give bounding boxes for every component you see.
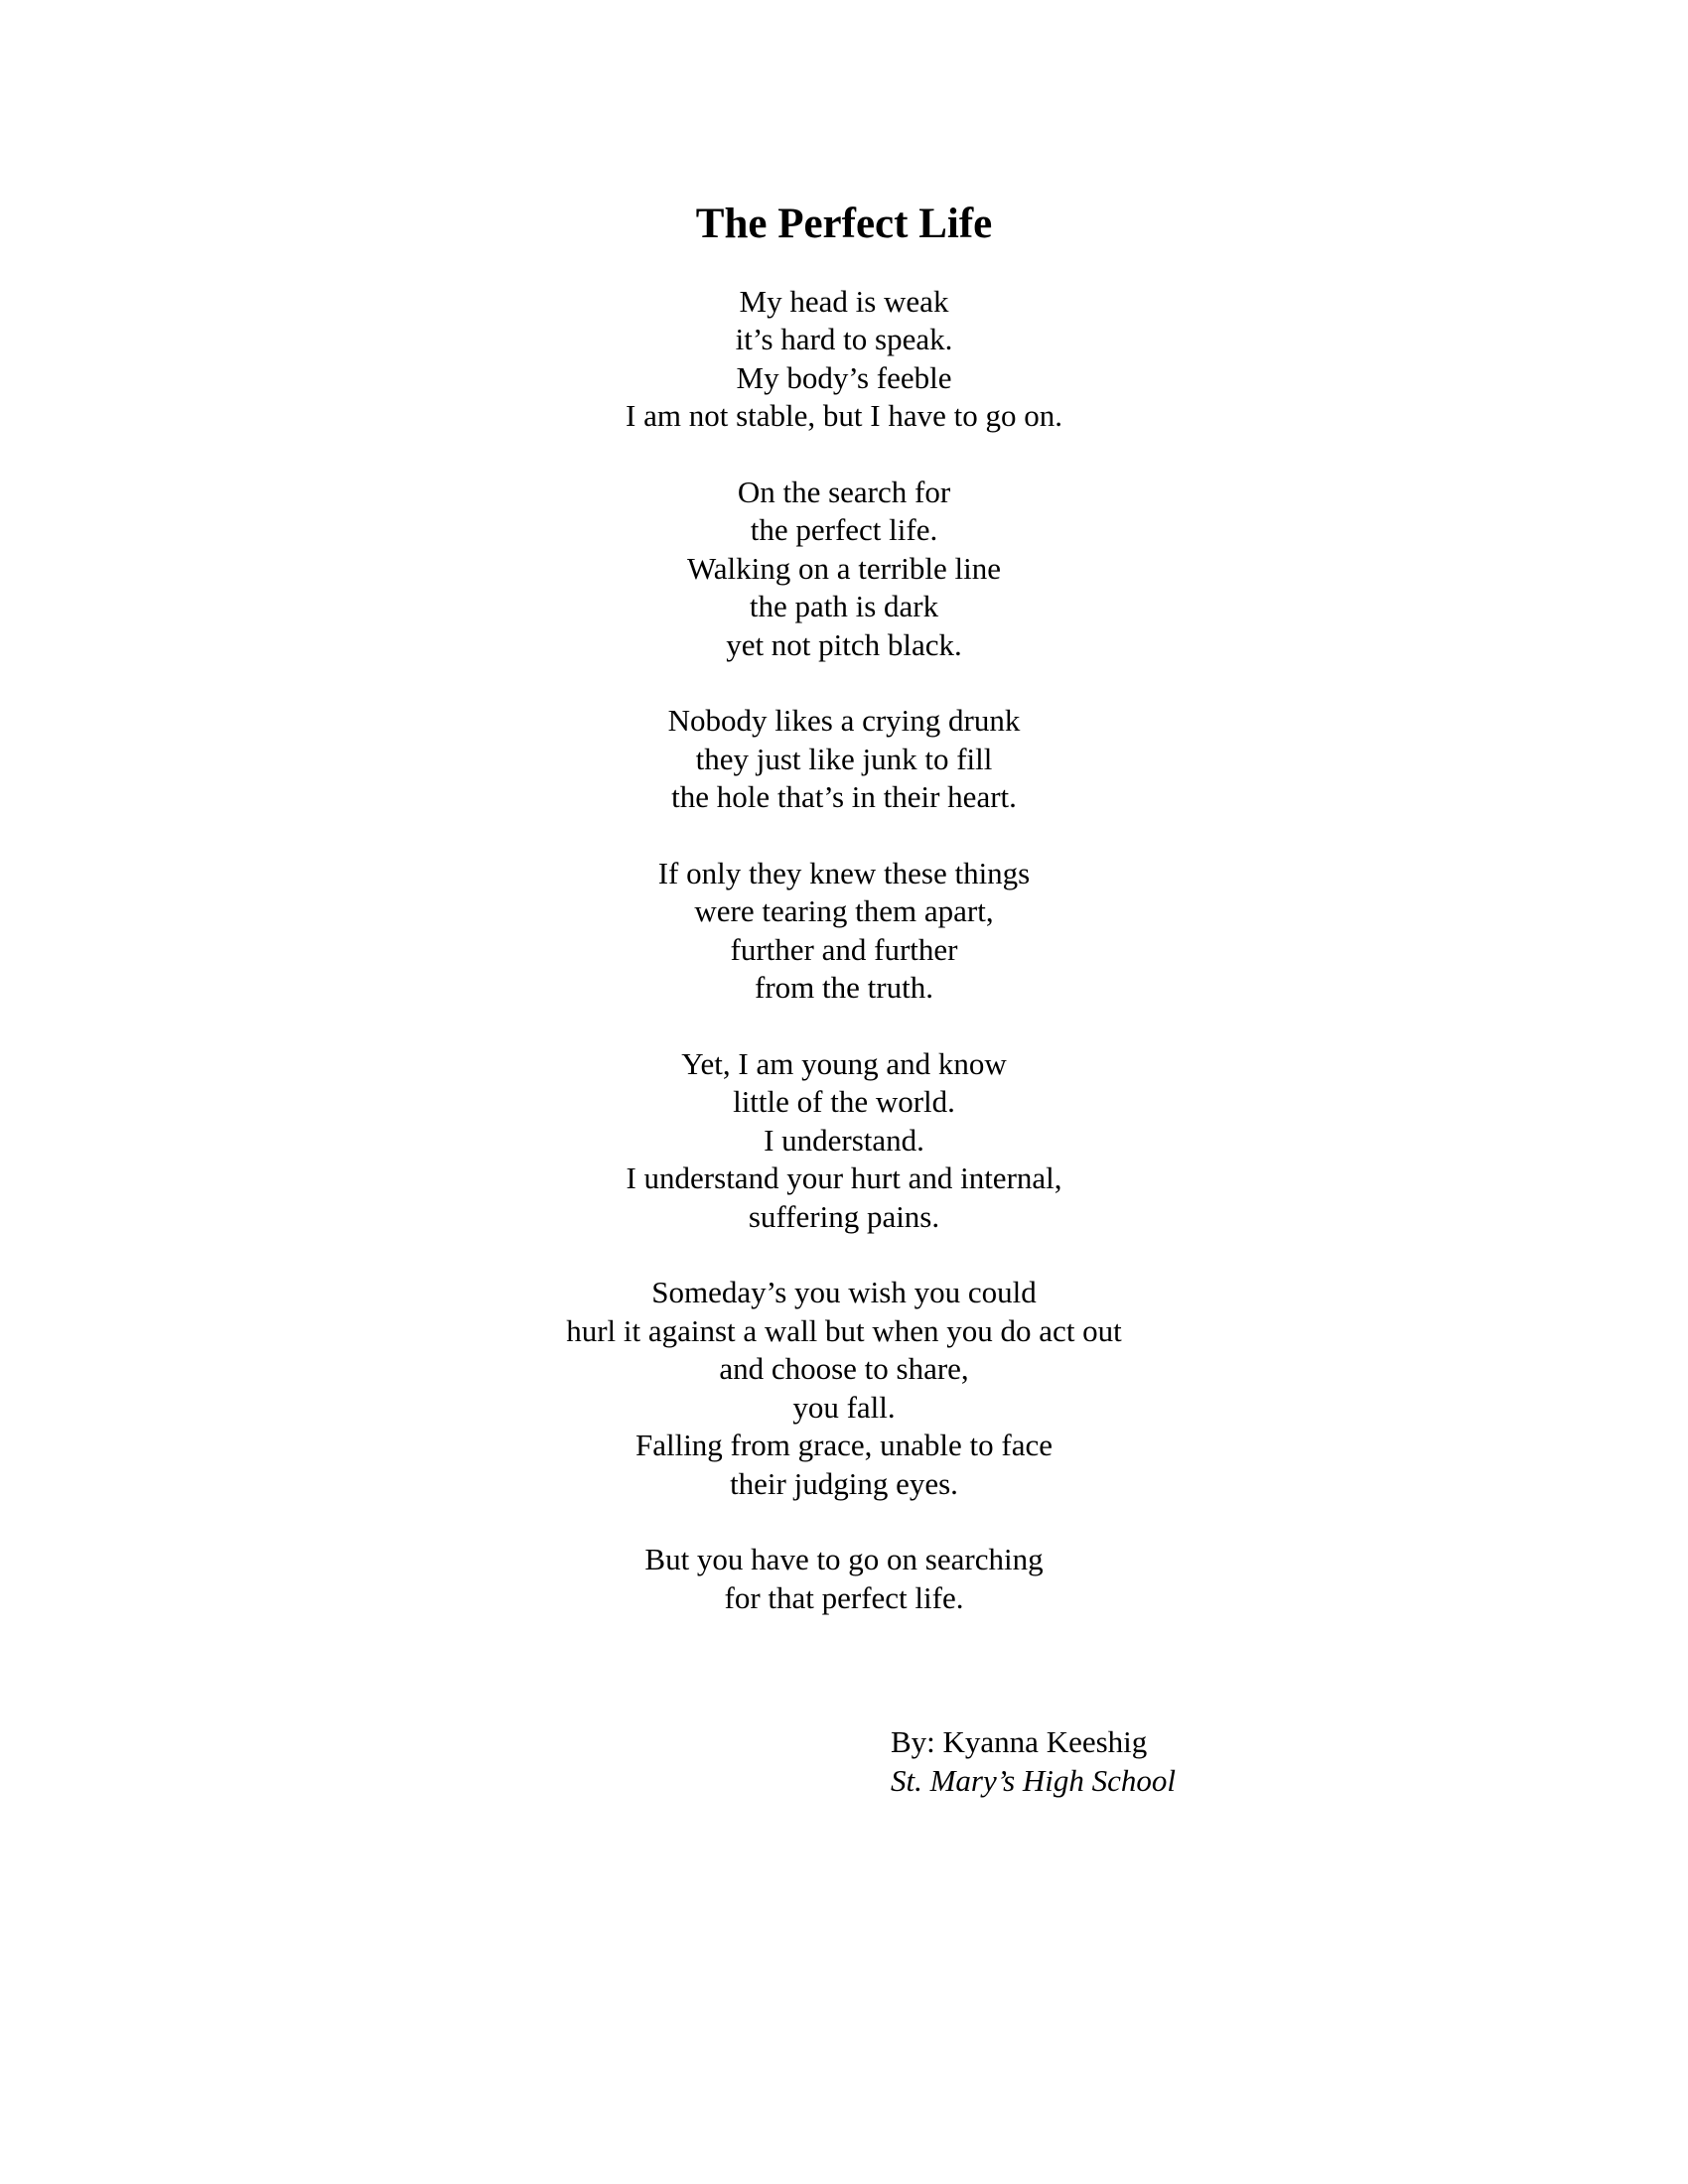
poem-line: yet not pitch black. [726,626,962,662]
poem-line: Yet, I am young and know [681,1046,1007,1082]
poem-line: little of the world. [733,1084,955,1120]
stanza-3 [0,702,1688,816]
poem-body [0,283,1688,1656]
poem-line: I understand your hurt and internal, [626,1160,1062,1196]
poem-line: the path is dark [749,589,939,624]
stanza-5 [0,1045,1688,1236]
school-name: St. Mary’s High School [891,1763,1177,1798]
poem-line: the hole that’s in their heart. [671,779,1017,815]
poem-line: Falling from grace, unable to face [634,1428,1054,1463]
poem-line: If only they knew these things [657,856,1031,891]
poem-line: the perfect life. [750,512,938,548]
byline [891,1722,1176,1800]
poem-line: I am not stable, but I have to go on. [626,398,1062,434]
stanza-2 [0,474,1688,664]
poem-line: My head is weak [739,284,949,319]
poem-line: suffering pains. [748,1198,940,1234]
stanza-6 [0,1274,1688,1502]
poem-line: Nobody likes a crying drunk [667,703,1021,739]
poem-line: I understand. [764,1122,924,1158]
poem-line: On the search for [737,475,951,510]
stanza-4 [0,855,1688,1008]
poem-line: were tearing them apart, [694,893,994,929]
poem-line: they just like junk to fill [695,741,993,776]
poem-line: further and further [730,931,958,967]
poem-line: for that perfect life. [724,1579,964,1615]
poem-line: their judging eyes. [730,1465,958,1501]
poem-line: But you have to go on searching [644,1542,1044,1577]
poem-line: it’s hard to speak. [735,322,953,357]
stanza-1 [0,283,1688,436]
poem-line: and choose to share, [719,1351,969,1387]
stanza-7 [0,1541,1688,1617]
author-name: By: Kyanna Keeshig [891,1724,1148,1759]
poem-line: you fall. [792,1389,896,1425]
poem-line: My body’s feeble [736,359,952,395]
poem-line: from the truth. [755,970,933,1006]
poem-title: The Perfect Life [695,201,993,247]
poem-line: Walking on a terrible line [686,550,1001,586]
poem-line: Someday’s you wish you could [651,1275,1037,1310]
poem-line: hurl it against a wall but when you do act out [566,1312,1122,1348]
